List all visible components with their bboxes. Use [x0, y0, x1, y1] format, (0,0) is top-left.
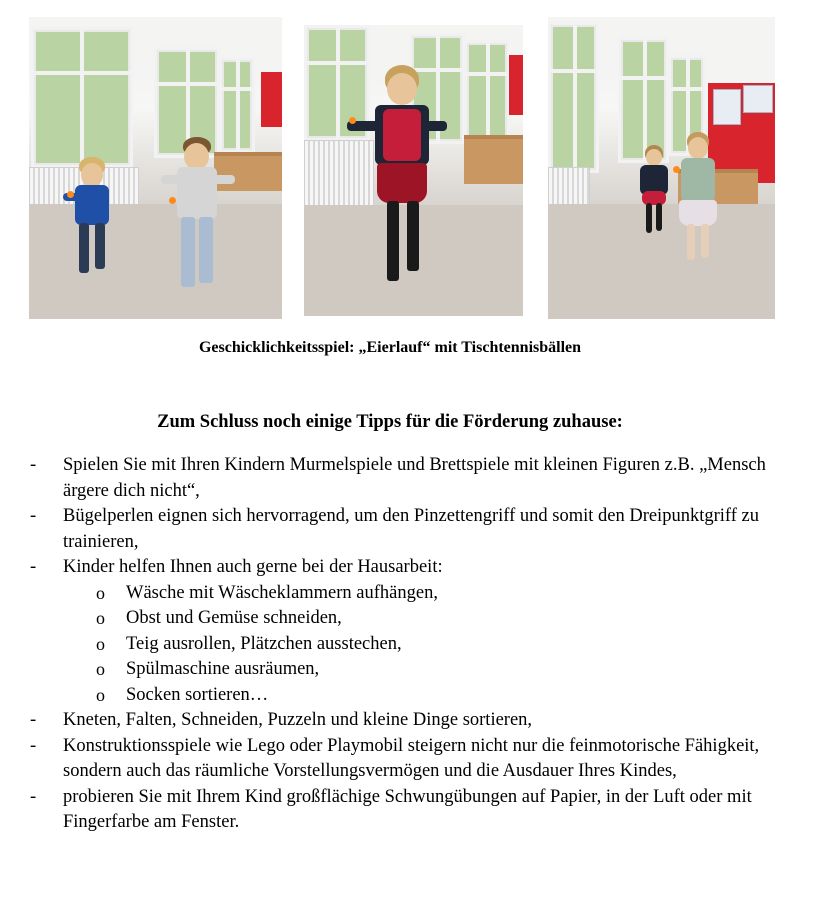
tip-subitem [30, 606, 790, 632]
circle-bullet-icon: o [96, 582, 105, 603]
tip-subitem [30, 683, 790, 709]
tips-list [30, 453, 790, 836]
tip-text: probieren Sie mit Ihrem Kind großflächige Schwungübungen auf Papier, in der Luft oder mit Fingerfarbe am Fenster. [63, 786, 752, 832]
photo-board [261, 72, 282, 127]
circle-bullet-icon: o [96, 684, 105, 705]
tip-text: Spielen Sie mit Ihren Kindern Murmelspiele und Brettspiele mit kleinen Figuren z.B. „Mensch ärgere dich nicht“, [63, 455, 766, 501]
photo-girl-red-skirt-egg-race [304, 25, 523, 316]
tip-dash-marker: - [30, 506, 37, 526]
tip-subitem-text: Socken sortieren… [126, 684, 269, 705]
tips-heading: Zum Schluss noch einige Tipps für die Förderung zuhause: [157, 412, 623, 432]
photo-child [159, 137, 239, 307]
tip-item [30, 785, 790, 836]
circle-bullet-icon: o [96, 608, 105, 628]
tip-text: Kinder helfen Ihnen auch gerne bei der Hausarbeit: [63, 557, 443, 577]
photo-window [464, 40, 510, 141]
tip-item [30, 708, 790, 734]
tip-dash-marker: - [30, 786, 37, 807]
circle-bullet-icon: o [96, 633, 105, 654]
tip-subitem-text: Spülmaschine ausräumen, [126, 659, 320, 679]
circle-bullet-icon: o [96, 659, 105, 679]
photo-window [31, 27, 133, 168]
tip-text: Kneten, Falten, Schneiden, Puzzeln und kleine Dinge sortieren, [63, 710, 533, 730]
tip-dash-marker: - [30, 455, 37, 475]
tip-item [30, 555, 790, 581]
photo-child [673, 132, 723, 272]
tip-subitem-text: Obst und Gemüse schneiden, [126, 608, 342, 628]
tip-dash-marker: - [30, 735, 37, 756]
tip-item [30, 504, 790, 555]
photo-child [349, 65, 449, 315]
photo-poster [713, 89, 741, 125]
tip-subitem-text: Wäsche mit Wäscheklammern aufhängen, [126, 582, 438, 603]
photo-floor [29, 204, 282, 319]
tip-dash-marker: - [30, 710, 37, 730]
photo-two-boys-egg-race [29, 17, 282, 319]
photo-window [548, 22, 599, 173]
photo-poster [743, 85, 773, 113]
photo-child [69, 157, 139, 287]
photo-desk [464, 135, 523, 184]
tip-subitem [30, 581, 790, 607]
tip-item [30, 453, 790, 504]
tip-text: Bügelperlen eignen sich hervorragend, um den Pinzettengriff und somit den Dreipunktgriff zu trainieren, [63, 506, 759, 552]
tip-dash-marker: - [30, 557, 37, 577]
tip-text: Konstruktionsspiele wie Lego oder Playmobil steigern nicht nur die feinmotorische Fähigkeit, sondern auch das räumliche Vorstellungsvermögen und die Ausdauer Ihres Kindes, [63, 735, 760, 781]
photo-board [509, 55, 523, 115]
photo-caption: Geschicklichkeitsspiel: „Eierlauf“ mit Tischtennisbällen [198, 339, 582, 356]
tip-subitem-text: Teig ausrollen, Plätzchen ausstechen, [126, 633, 402, 654]
photo-two-girls-egg-race [548, 17, 775, 319]
tip-subitem [30, 632, 790, 658]
tip-item [30, 734, 790, 785]
tip-subitem [30, 657, 790, 683]
photo-child [636, 145, 676, 240]
